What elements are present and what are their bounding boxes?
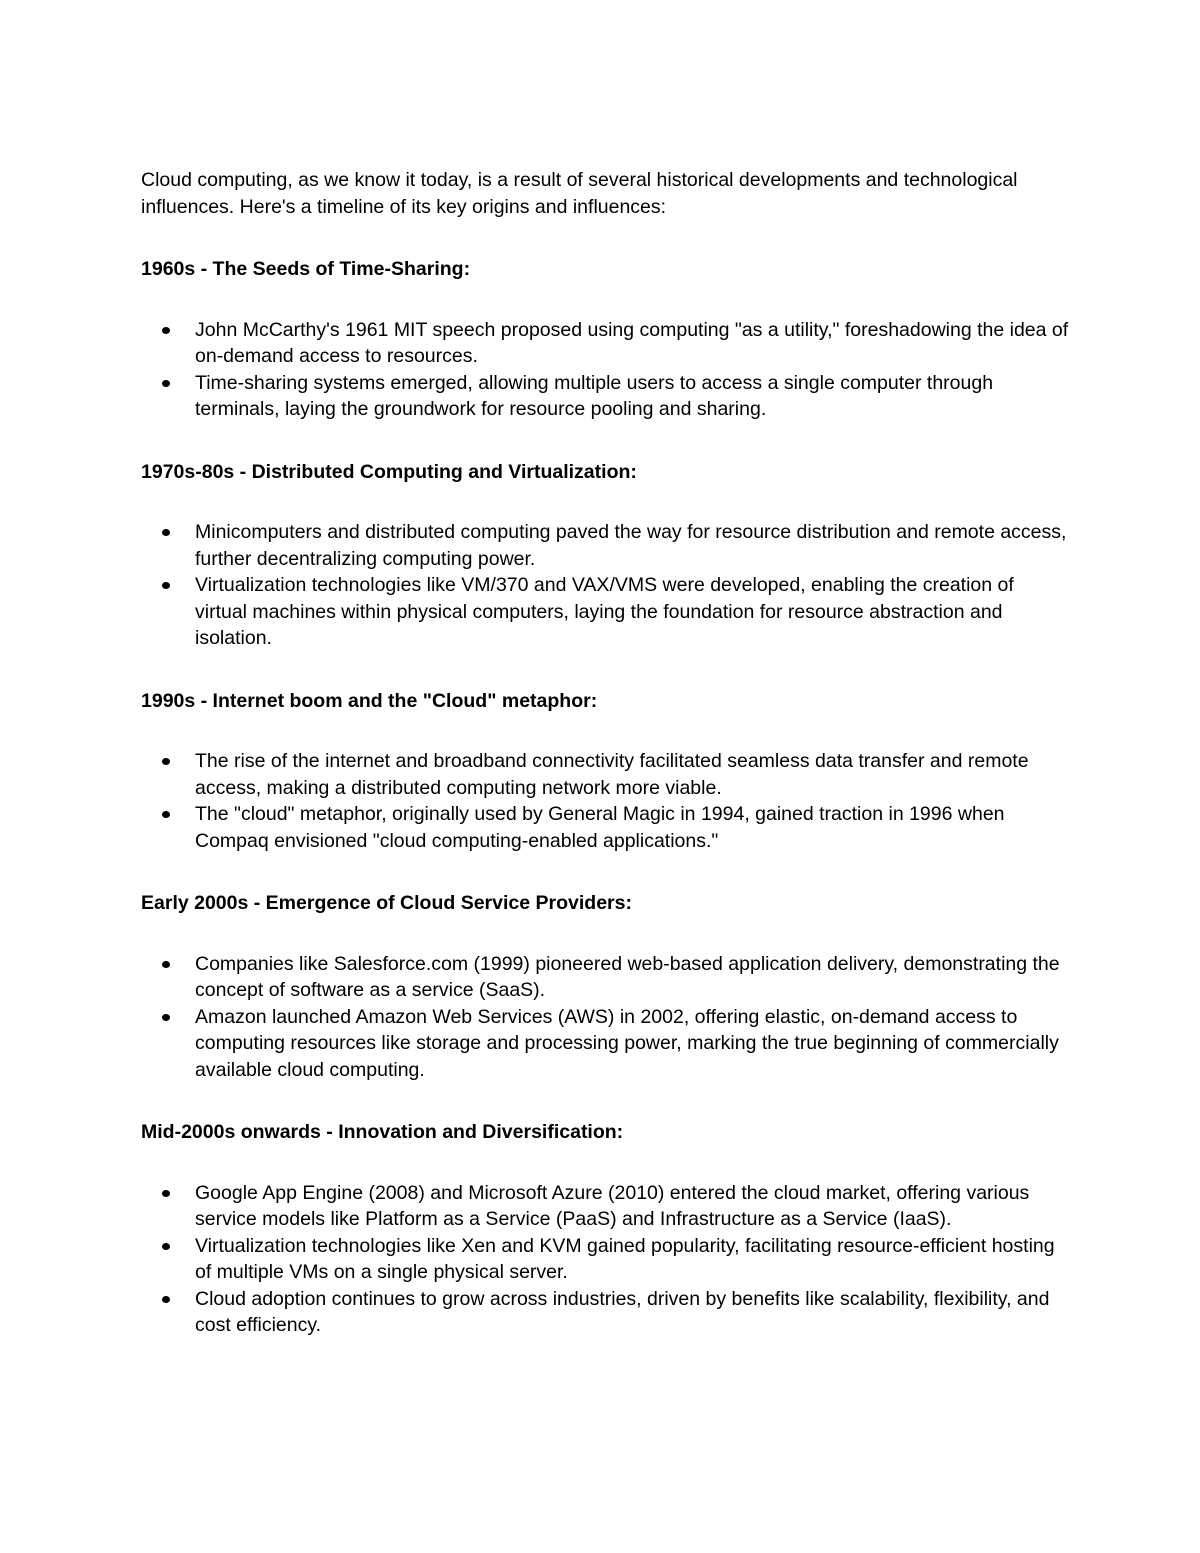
list-item	[141, 370, 1071, 423]
list-item-text: Virtualization technologies like VM/370 and VAX/VMS were developed, enabling the creation of virtual machines within physical computers, laying the foundation for resource abstraction and isolation.	[195, 574, 1014, 649]
intro-paragraph: Cloud computing, as we know it today, is a result of several historical developments and technological influences. Here's a timeline of its key origins and influences:	[141, 169, 1018, 218]
bullet-icon	[162, 1014, 170, 1021]
bullet-list	[141, 951, 1071, 1084]
bullet-icon	[162, 758, 170, 765]
section-heading: Early 2000s - Emergence of Cloud Service Providers:	[141, 892, 632, 914]
list-item-text: Amazon launched Amazon Web Services (AWS) in 2002, offering elastic, on-demand access to computing resources like storage and processing power, marking the true beginning of commercially available cloud computing.	[195, 1005, 1059, 1081]
list-item	[141, 317, 1071, 370]
document-page	[141, 167, 1071, 1339]
list-item	[141, 951, 1071, 1004]
list-item-text: Virtualization technologies like Xen and KVM gained popularity, facilitating resource-efficient hosting of multiple VMs on a single physical server.	[195, 1234, 1055, 1283]
bullet-icon	[162, 1190, 170, 1197]
list-item-text: The "cloud" metaphor, originally used by General Magic in 1994, gained traction in 1996 when Compaq envisioned "cloud computing-enabled applications."	[195, 803, 1005, 852]
list-item	[141, 1286, 1071, 1339]
section-early-2000s	[141, 890, 1071, 1083]
list-item	[141, 1180, 1071, 1233]
section-heading: 1970s-80s - Distributed Computing and Virtualization:	[141, 460, 637, 483]
bullet-list	[141, 317, 1071, 423]
list-item-text: Google App Engine (2008) and Microsoft Azure (2010) entered the cloud market, offering various service models like Platform as a Service (PaaS) and Infrastructure as a Service (IaaS).	[195, 1181, 1030, 1230]
bullet-list	[141, 519, 1071, 652]
section-heading: Mid-2000s onwards - Innovation and Diversification:	[141, 1121, 624, 1143]
list-item-text: Cloud adoption continues to grow across industries, driven by benefits like scalability, flexibility, and cost efficiency.	[195, 1287, 1050, 1336]
bullet-icon	[162, 327, 170, 334]
list-item-text: John McCarthy's 1961 MIT speech proposed using computing "as a utility," foreshadowing the idea of on-demand access to resources.	[195, 318, 1069, 367]
bullet-icon	[162, 529, 170, 536]
section-mid-2000s	[141, 1119, 1071, 1339]
section-1990s	[141, 688, 1071, 855]
list-item-text: Time-sharing systems emerged, allowing multiple users to access a single computer through terminals, laying the groundwork for resource pooling and sharing.	[195, 371, 994, 420]
section-1960s	[141, 256, 1071, 423]
list-item	[141, 748, 1071, 801]
list-item	[141, 572, 1071, 652]
section-heading: 1990s - Internet boom and the "Cloud" metaphor:	[141, 689, 598, 712]
list-item-text: The rise of the internet and broadband connectivity facilitated seamless data transfer and remote access, making a distributed computing network more viable.	[195, 750, 1029, 799]
bullet-icon	[162, 582, 170, 589]
bullet-icon	[162, 1243, 170, 1250]
bullet-list	[141, 748, 1071, 854]
list-item	[141, 801, 1071, 854]
section-heading: 1960s - The Seeds of Time-Sharing:	[141, 258, 471, 280]
list-item-text: Minicomputers and distributed computing paved the way for resource distribution and remote access, further decentralizing computing power.	[195, 521, 1067, 570]
bullet-icon	[162, 380, 170, 387]
list-item	[141, 1233, 1071, 1286]
bullet-icon	[162, 961, 170, 968]
list-item-text: Companies like Salesforce.com (1999) pioneered web-based application delivery, demonstrating the concept of software as a service (SaaS).	[195, 952, 1060, 1001]
list-item	[141, 519, 1071, 572]
list-item	[141, 1004, 1071, 1084]
bullet-icon	[162, 1296, 170, 1303]
bullet-list	[141, 1180, 1071, 1339]
bullet-icon	[162, 811, 170, 818]
section-1970s-80s	[141, 459, 1071, 652]
